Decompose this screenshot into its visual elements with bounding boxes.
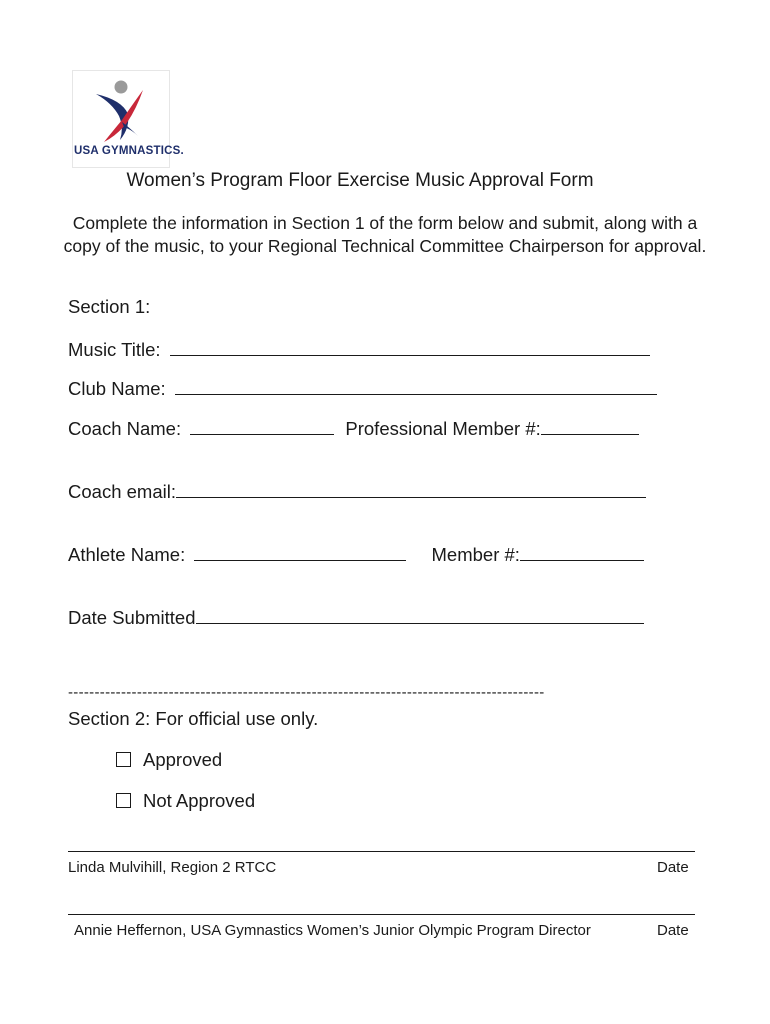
athlete-name-field[interactable] (194, 542, 406, 561)
approved-option (116, 749, 222, 771)
section-divider: ------------------------------------------------------------------------------------------ (68, 684, 545, 701)
approved-checkbox[interactable] (116, 752, 131, 767)
professional-member-label: Professional Member #: (345, 418, 541, 439)
director-date-label: Date (657, 922, 689, 939)
athlete-row (68, 542, 644, 566)
member-number-field[interactable] (520, 542, 644, 561)
director-signature-line[interactable] (68, 914, 695, 915)
form-title: Women’s Program Floor Exercise Music Approval Form (126, 170, 594, 191)
club-name-field[interactable] (175, 376, 657, 395)
logo-wordmark: USA GYMNASTICS. (74, 145, 184, 157)
athlete-name-label: Athlete Name: (68, 544, 186, 565)
coach-name-field[interactable] (190, 416, 334, 435)
date-submitted-label: Date Submitted (68, 607, 196, 628)
rtcc-signature-label: Linda Mulvihill, Region 2 RTCC (68, 859, 277, 876)
director-signature-label: Annie Heffernon, USA Gymnastics Women’s Junior Olympic Program Director (74, 922, 591, 939)
date-submitted-row (68, 605, 644, 629)
coach-email-field[interactable] (176, 479, 646, 498)
section1-heading: Section 1: (68, 296, 151, 317)
coach-email-row (68, 479, 646, 503)
not-approved-checkbox[interactable] (116, 793, 131, 808)
not-approved-option (116, 790, 255, 812)
member-number-label: Member #: (431, 544, 520, 565)
music-title-label: Music Title: (68, 339, 161, 360)
professional-member-field[interactable] (541, 416, 639, 435)
coach-row (68, 416, 639, 440)
form-instructions: Complete the information in Section 1 of the form below and submit, along with a copy of the music, to your Regional Technical Committee Chairperson for approval. (63, 213, 707, 256)
coach-email-label: Coach email: (68, 481, 176, 502)
music-title-field[interactable] (170, 337, 650, 356)
section2-heading: Section 2: For official use only. (68, 708, 319, 729)
rtcc-date-label: Date (657, 859, 689, 876)
rtcc-signature-line[interactable] (68, 851, 695, 852)
club-name-row (68, 376, 657, 400)
approved-label: Approved (143, 749, 223, 770)
coach-name-label: Coach Name: (68, 418, 182, 439)
not-approved-label: Not Approved (143, 790, 256, 811)
club-name-label: Club Name: (68, 378, 166, 399)
music-title-row (68, 337, 650, 361)
date-submitted-field[interactable] (196, 605, 644, 624)
